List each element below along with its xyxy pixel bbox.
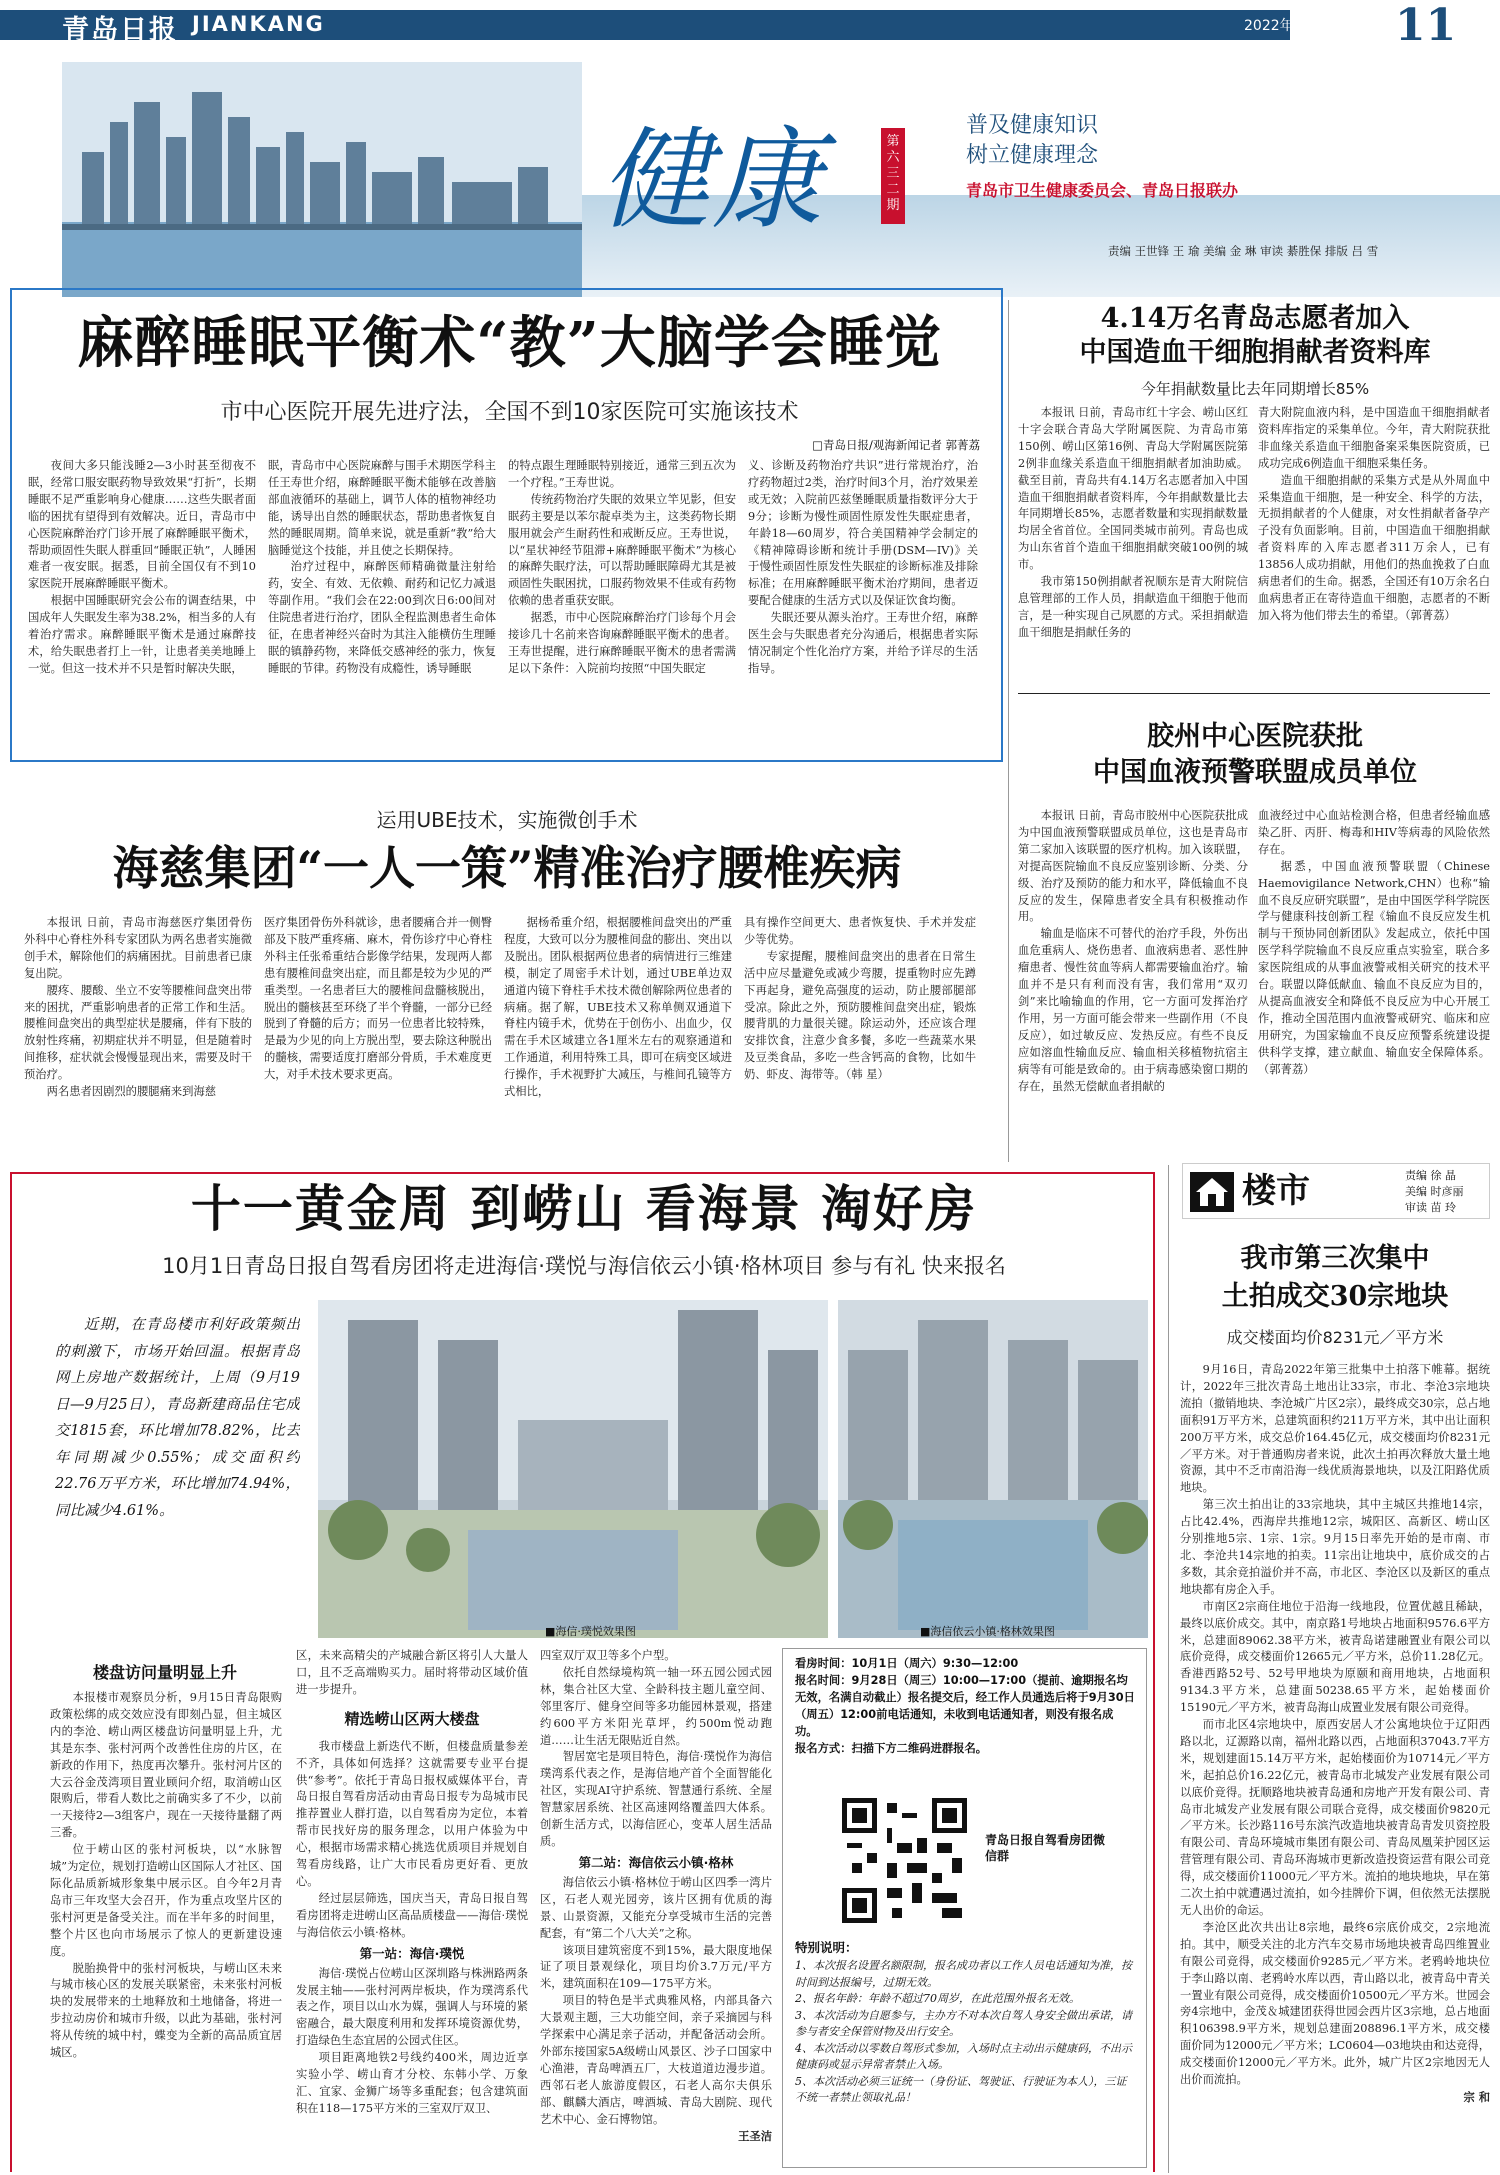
paragraph: 李沧区此次共出让8宗地，最终6宗底价成交，2宗地流拍。其中，顺受关注的北方汽车交易市场地块被青岛四维置业有限公司竞得，成交楼面价9285元／平方米。老鸦岭地块位于李山路以南、老鸦岭水库以西，青山路以北，被青岛中青关一置业有限公司竞得，成交楼面价10500元／平方米。世园会旁4宗地中，金茂＆城建团获得世园会西片区3宗地，总占地面积106398.9平方米，规划总建面208896.1平方米，成交楼面价同为12000元／平方米；LC0604—03地块由和达竞得，成交楼面价12000元／平方米。此外，城广片区2宗地因无人出价而流拍。 — [1180, 1920, 1490, 2087]
paragraph: 失眠还要从源头治疗。王寿世介绍，麻醉医生会与失眠患者充分沟通后，根据患者实际情况制定个性化治疗方案，并给予详尽的生活指导。 — [748, 611, 978, 675]
paragraph: 据悉，市中心医院麻醉治疗门诊每个月会接诊几十名前来咨询麻醉睡眠平衡术的患者。王寿世提醒，进行麻醉睡眠平衡术的患者需满足以下条件：入院前均按照“中国失眠定 — [508, 611, 736, 675]
signup-details: 看房时间：10月1日（周六）9:30—12:00 报名时间：9月28日（周三）10:00—17:00（提前、逾期报名均无效，名满自动截止）报名提交后，经工作人员通选后将于9月30日（周五）12:00前电话通知，未收到电话通知者，则没有报名成功。 报名方式：扫描下方二维码进群报名。 — [795, 1657, 1135, 1755]
stop-two-label: 第二站：海信依云小镇·格林 — [578, 1854, 734, 1870]
paragraph: 位于崂山区的张村河板块，以“水脉智城”为定位，规划打造崂山区国际人才社区、国际化品质新城形象集中展示区。自今年2月青岛市三年攻坚大会召开，作为重点攻坚片区的张村河更是备受关注。而在半年多的时间里，整个片区也向市场展示了惊人的更新建设速度。 — [50, 1843, 282, 1958]
paragraph: 两名患者因剧烈的腰腿痛来到海慈 — [46, 1085, 217, 1099]
page-number: 11 — [1395, 0, 1457, 51]
qr-code-icon[interactable] — [842, 1798, 967, 1923]
paragraph: 输血是临床不可替代的治疗手段，外伤出血危重病人、烧伤患者、血液病患者、恶性肿瘤患者、慢性贫血等病人都需要输血治疗。输血并不是只有利而没有害，我们常用“双刃剑”来比喻输血的作用，它一方面可发挥治疗作用，另一方面可能会带来一些副作用（不良反应），如过敏反应、发热反应。有些不良反应如溶血性输血反应、输血相关移植物抗宿主病等有可能是致命的。由于病毒感染窗口期的存在，虽然无偿献血者捐献的 — [1018, 927, 1248, 1093]
paragraph: 夜间大多只能浅睡2—3小时甚至彻夜不眠，经常口服安眠药物导致效果“打折”，长期睡眠不足严重影响身心健康……这些失眠者面临的困扰有望得到有效解决。近日，青岛市中心医院麻醉治疗门诊开展了麻醉睡眠平衡术，帮助顽固性失眠人群重回“睡眠正轨”，人睡困难者一夜安眠。据悉，目前全国仅有不到10家医院开展麻醉睡眠平衡术。 — [28, 459, 256, 591]
photo-haixin-yiyun — [838, 1300, 1148, 1638]
subhead-volunteers: 今年捐献数量比去年同期增长85% — [1140, 380, 1370, 398]
house-icon — [1190, 1172, 1234, 1212]
headline-land-2: 土拍成交30宗地块 — [1221, 1281, 1449, 1312]
headline-haici: 海慈集团“一人一策”精准治疗腰椎疾病 — [112, 841, 902, 895]
column-volunteers-2 — [1258, 405, 1490, 685]
kicker-haici: 运用UBE技术，实施微创手术 — [376, 808, 638, 832]
paragraph: 我市楼盘上新迭代不断，但楼盘质量参差不齐，具体如何选择？这就需要专业平台提供“参考”。依托于青岛日报权威媒体平台，青岛日报自驾看房活动由青岛日报专为岛城市民推荐置业人群打造，以自驾看房为定位，本着帮市民找好房的服务理念，以用户体验为中心，根据市场需求精心挑选优质项目并规划自驾看房线路，让广大市民看房更好看、更放心。 — [296, 1739, 528, 1888]
subhead-housing: 10月1日青岛日报自驾看房团将走进海信·璞悦与海信依云小镇·格林项目 参与有礼 快来报名 — [162, 1254, 1006, 1278]
paragraph: 项目的特色是半式典雅风格，内部具备六大景观主题，三大功能空间，亲子采摘园与科学探索中心满足亲子活动，并配备活动会所。外部东接国家5A级崂山风景区、沙子口国家中心渔港，青岛啤酒五厂，大枝道道边漫步道。西邻石老人旅游度假区，石老人高尔夫俱乐部、麒麟大酒店，啤酒城、青岛大剧院、现代艺术中心、金石博物馆。 — [540, 1994, 772, 2126]
page-editors: 责编 王世锋 王 瑜 美编 金 琳 审读 綦胜保 排版 吕 雪 — [1108, 244, 1379, 258]
section-name: JIANKANG — [192, 12, 325, 36]
paragraph: 医疗集团骨伤外科就诊，患者腰痛合并一侧臀部及下肢严重疼痛、麻木，骨伤诊疗中心脊柱外科主任张希重结合影像学结果，发现两人都患有腰椎间盘突出症，而且都是较为少见的严重类型。一名患者巨大的腰椎间盘髓核脱出，脱出的髓核甚至环绕了半个脊髓，一部分已经脱到了脊髓的后方；而另一位患者比较特殊，是最为少见的向上方脱出型，要去除这种脱出的髓核，需要适度打磨部分骨质，手术难度更大，对手术技术要求更高。 — [264, 916, 492, 1082]
subheading-two-projects: 精选崂山区两大楼盘 — [344, 1709, 480, 1728]
paragraph: 依托自然绿境构筑一轴一环五园公园式园林，集合社区大堂、全龄科技主题儿童空间、邻里客厅、健身空间等多功能园林景观，搭建约600平方米阳光草坪，约500m悦动跑道……让生活无限贴近自然。 — [540, 1665, 772, 1747]
sponsor-line: 青岛市卫生健康委员会、青岛日报联办 — [966, 181, 1239, 200]
paragraph: 义、诊断及药物治疗共识”进行常规治疗，治疗药物超过2类，治疗时间3个月，治疗效果差或无效；入院前匹兹堡睡眠质量指数评分大于9分；诊断为慢性顽固性原发性失眠症患者，年龄18—60周岁，符合美国精神学会制定的《精神障碍诊断和统计手册(DSM—IV)》关于慢性顽固性原发性失眠症的诊断标准及排除标准；在用麻醉睡眠平衡术治疗期间，患者迈要配合健康的生活方式以及保证饮食均衡。 — [748, 459, 978, 608]
column-anesthesia-4 — [748, 458, 978, 756]
reporter-housing: 王圣洁 — [738, 2129, 772, 2144]
subhead-land: 成交楼面均价8231元／平方米 — [1226, 1328, 1444, 1347]
issue-date: 2022年9月27日 星期二 — [1244, 18, 1395, 34]
column-housing-1 — [50, 1690, 282, 2168]
paragraph: 本报讯 日前，青岛市胶州中心医院获批成为中国血液预警联盟成员单位，这也是青岛市第二家加入该联盟的医疗机构。加入该联盟，对提高医院输血不良反应鉴别诊断、分类、分级、治疗及预防的能力和水平，降低输血不良反应的发生，保障患者安全具有积极推动作用。 — [1018, 809, 1248, 924]
column-anesthesia-1 — [28, 458, 256, 756]
newspaper-logo: 青岛日报 — [62, 15, 178, 46]
paragraph: 造血干细胞捐献的采集方式是从外周血中采集造血干细胞，是一种安全、科学的方法，无损捐献者的个人健康，对女性捐献者备孕产子没有负面影响。目前，中国造血干细胞捐献者资料库的入库志愿者311万余人，已有13856人成功捐献，用他们的热血挽救了白血病患者们的生命。据悉，全国还有10万余名白血病患者正在寄待造血干细胞，志愿者的不断加入将为他们带去生的希望。（郭菁荔） — [1258, 473, 1490, 622]
motto-line-1: 普及健康知识 — [966, 113, 1099, 138]
paragraph: 该项目建筑密度不到15%，最大限度地保证了项目景观绿化，项目均价3.7万元/平方米，建筑面积在109—175平方米。 — [540, 1943, 772, 1991]
qr-label: 青岛日报自驾看房团微信群 — [985, 1833, 1106, 1863]
paragraph: 经过层层筛选，国庆当天，青岛日报自驾看房团将走进崂山区高品质楼盘——海信·璞悦与海信依云小镇·格林。 — [296, 1891, 528, 1939]
lead-paragraph: 近期，在青岛楼市利好政策频出的刺激下，市场开始回温。根据青岛网上房地产数据统计，上周（9月19日—9月25日），青岛新建商品住宅成交1815套，环比增加78.82%，比去年同期减少0.55%；成交面积约22.76万平方米，环比增加74.94%，同比减少4.61%。 — [55, 1317, 300, 1519]
paragraph: 青大附院血液内科，是中国造血干细胞捐献者资料库指定的采集单位。今年，青大附院获批非血缘关系造血干细胞备案采集医院资质，已成功完成6例造血干细胞采集任务。 — [1258, 406, 1490, 470]
headline-jiaozhou-2: 中国血液预警联盟成员单位 — [1093, 757, 1417, 788]
paragraph: 血液经过中心血站检测合格，但患者经输血感染乙肝、丙肝、梅毒和HIV等病毒的风险依然存在。 — [1258, 809, 1490, 856]
paragraph: 我市第150例捐献者祝顺东是青大附院信息管理部的工作人员，捐献造血干细胞于他而言，是一种实现自己夙愿的方式。采担捐献造血干细胞是捐献任务的 — [1018, 575, 1248, 639]
paragraph: 据悉，中国血液预警联盟（Chinese Haemovigilance Network,CHN）也称“输血不良反应研究联盟”，是由中国医学科学院医学与健康科技创新工程《输血不良反应发生机制与干预协同创新团队》发起成立，依托中国医学科学院输血不良反应重点实验室，联合多家医院组成的从事血液警戒相关研究的技术平台。联盟以降低献血、输血不良反应为目的，从提高血液安全和降低不良反应为中心开展工作，推动全国范围内血液警戒研究、临床和应用研究，为国家输血不良反应预警系统建设提供科学支撑，建立献血、输血安全保障体系。（郭菁荔） — [1258, 859, 1490, 1076]
paragraph: 据杨希重介绍，根据腰椎间盘突出的严重程度，大致可以分为腰椎间盘的膨出、突出以及脱出。团队根据两位患者的病情进行三维建模，制定了周密手术计划，通过UBE单边双通道内镜下脊柱手术技术微创解除两位患者的病痛。据了解，UBE技术又称单侧双通道下脊柱内镜手术，优势在于创伤小、出血少，仅需在手术区域建立各1厘米左右的观察通道和工作通道，利用特殊工具，即可在病变区域进行操作，手术视野扩大减压，与椎间孔镜等方式相比， — [504, 916, 732, 1099]
paragraph: 项目距离地铁2号线约400米，周边近享实验小学、崂山育才分校、东韩小学、万象汇、宜家、金狮广场等多重配套；包含建筑面积在118—175平方米的三室双厅双卫、 — [296, 2051, 528, 2115]
paragraph: 海信依云小镇·格林位于崂山区四季一湾片区，石老人观光园旁，该片区拥有优质的海景、山景资源，又能充分享受城市生活的完善配套，有“第二个八大关”之称。 — [540, 1875, 772, 1940]
headline-anesthesia: 麻醉睡眠平衡术“教”大脑学会睡觉 — [77, 310, 942, 376]
column-haici-3 — [504, 915, 732, 1165]
masthead-title: 健康 — [600, 116, 824, 244]
reporter-land: 宗 和 — [1463, 2089, 1490, 2104]
notes-title: 特别说明： — [795, 1940, 858, 1955]
paragraph: 9月16日，青岛2022年第三批集中土拍落下帷幕。据统计，2022年三批次青岛土地出让33宗，市北、李沧3宗地块流拍（撤销地块、李沧城广片区2宗），最终成交30宗，总占地面积91万平方米，总建筑面积约211万平方米，其中出让面积200万平方米，成交总价164.45亿元，成交楼面均价8231元／平方米。对于普通购房者来说，此次土拍再次释放大量土地资源，其中不乏市南沿海一线优质海景地块，以及江阳路优质地块。 — [1180, 1363, 1490, 1495]
paragraph: 传统药物治疗失眠的效果立竿见影，但安眠药主要是以苯尔靛卓类为主，这类药物长期服用就会产生耐药性和戒断反应。王寿世说，以“星状神经节阻滞+麻醉睡眠平衡术”为核心的麻醉失眠疗法，可以帮助睡眠障碍尤其是被顽固性失眠困扰，口服药物效果不佳或有药物依赖的患者重获安眠。 — [508, 492, 736, 608]
photo-haixin-puyue — [318, 1300, 828, 1638]
paragraph: 区，未来高精尖的产城融合新区将引人大量人口，且不乏高端购买力。届时将带动区域价值进一步提升。 — [296, 1649, 528, 1696]
headline-housing: 十一黄金周 到崂山 看海景 淘好房 — [190, 1179, 978, 1238]
caption-puyue: ■海信·璞悦效果图 — [545, 1625, 636, 1638]
paragraph: 而市北区4宗地块中，原西安居人才公寓地块位于辽阳西路以北，辽源路以南，福州北路以西，占地面积37043.7平方米，规划建面15.14万平方米，起始楼面价为10714元／平方米，起拍总价16.22亿元，被青岛市北城发产业发展有限公司以底价竞得。抚顺路地块被青岛通和房地产开发有限公司、青岛市北城发产业发展有限公司联合竞得，成交楼面价9820元／平方米。长沙路116号东滨汽改造地块被青岛青发贝资控股有限公司、青岛环境城市集团有限公司、青岛凤凰茉护园区运营管理有限公司、青岛环海城市更新改造投资运营有限公司竞得，成交楼面价11000元／平方米。流拍的地块地块，早在第二次土拍中就遭遇过流拍，如今挂牌价下调，但依然无法摆脱无人出价的命运。 — [1180, 1718, 1490, 1917]
subheading-visits: 楼盘访问量明显上升 — [92, 1663, 237, 1682]
paragraph: 本报楼市观察员分析，9月15日青岛限购政策松绑的成交效应没有即刻凸显，但主城区内的李沧、崂山两区楼盘访问量明显上升，尤其是东李、张村河两个改善性住房的片区，在新政的作用下，热度再次攀升。张村河片区的大云谷金茂湾项目置业顾问介绍，取消崂山区限购后，带看人数比之前确实多了不少，以前一天接待2—3组客户，现在一天接待量翻了两三番。 — [50, 1691, 282, 1840]
byline-anesthesia: □青岛日报/观海新闻记者 郭菁荔 — [812, 438, 980, 452]
column-land — [1180, 1362, 1490, 2170]
column-anesthesia-3 — [508, 458, 736, 756]
paragraph: 四室双厅双卫等多个户型。 — [540, 1649, 676, 1662]
column-volunteers-1 — [1018, 405, 1248, 685]
column-housing-3 — [540, 1648, 772, 2168]
divider — [1018, 693, 1490, 694]
paragraph: 腰疼、腰酸、坐立不安等腰椎间盘突出带来的困扰，严重影响患者的正常工作和生活。腰椎间盘突出的典型症状是腰痛，伴有下肢的放射性疼痛，初期症状并不明显，但是随着时间推移，症状就会慢慢显现出来，需要及时干预治疗。 — [24, 983, 252, 1082]
section-tag-editors: 责编 徐 晶 美编 时彦丽 审读 苗 玲 — [1405, 1169, 1464, 1214]
paragraph: 具有操作空间更大、患者恢复快、手术并发症少等优势。 — [744, 916, 976, 946]
paragraph: 本报讯 日前，青岛市海慈医疗集团骨伤外科中心脊柱外科专家团队为两名患者实施微创手术，解除他们的病痛困扰。目前患者已康复出院。 — [24, 916, 252, 980]
paragraph: 海信·璞悦占位崂山区深圳路与株洲路两条发展主轴——张村河两岸板块，作为璞湾系代表之作，项目以山水为媒，强调人与环境的紧密融合，最大限度利用和发挥环境资源优势，打造绿色生态宜居的公园式住区。 — [296, 1966, 528, 2048]
headline-jiaozhou: 胶州中心医院获批 — [1147, 721, 1363, 752]
paragraph: 的特点跟生理睡眠特别接近，通常三到五次为一个疗程。”王寿世说。 — [508, 459, 736, 489]
column-jiaozhou-1 — [1018, 808, 1248, 1156]
notes-list: 1、本次报名设置名额限制，报名成功者以工作人员电话通知为准，按时间到达报编号，过期无效。 2、报名年龄：年龄不超过70周岁，在此范围外报名无效。 3、本次活动为自愿参与，主办方不对本次自驾人身安全做出承诺，请参与者安全保管财物及出行安全。 4、本次活动以零数自驾形式参加，入场时点主动出示健康码，不出示健康码或显示异常者禁止入场。 5、本次活动必须三证统一（身份证、驾驶证、行驶证为本人），三证不统一者禁止领取礼品！ — [795, 1959, 1132, 2104]
caption-yiyun: ■海信依云小镇·格林效果图 — [920, 1625, 1055, 1638]
motto-line-2: 树立健康理念 — [966, 143, 1099, 168]
headline-land: 我市第三次集中 — [1240, 1243, 1430, 1274]
paragraph: 眠，青岛市中心医院麻醉与围手术期医学科主任王寿世介绍，麻醉睡眠平衡术能够在改善脑部血液循环的基础上，调节人体的植物神经功能，诱导出自然的睡眠状态，帮助患者恢复自然的睡眠周期。简单来说，就是重新“教”给大脑睡觉这个技能，并且使之长期保持。 — [268, 459, 496, 557]
headline-volunteers: 4.14万名青岛志愿者加入 — [1100, 303, 1410, 334]
column-haici-2 — [264, 915, 492, 1165]
city-skyline-image — [62, 62, 582, 297]
paragraph: 本报讯 日前，青岛市红十字会、崂山区红十字会联合青岛大学附属医院、为青岛市第150例、崂山区第16例、青岛大学附属医院第2例非血缘关系造血干细胞捐献者加油助威。截至目前，青岛共有4.14万名志愿者加入中国造血干细胞捐献者资料库，今年捐献数量比去年同期增长85%，志愿者数量和实现捐献数量均居全省首位。全国同类城市前列。青岛也成为山东省首个造血干细胞捐献突破100例的城市。 — [1018, 406, 1248, 572]
vertical-divider — [1168, 1165, 1169, 2173]
paragraph: 第三次土拍出让的33宗地块，其中主城区共推地14宗，占比42.4%，西海岸共推地12宗，城阳区、高新区、崂山区分别推地5宗、1宗、1宗。9月15日率先开始的是市南、市北、李沧共14宗地的拍卖。11宗出让地块中，底价成交的占多数，其余竞拍溢价并不高，市北区、李沧区以及新区的重点地块都有房企入手。 — [1180, 1498, 1490, 1596]
column-haici-4 — [744, 915, 976, 1165]
stop-one-label: 第一站：海信·璞悦 — [359, 1945, 465, 1961]
column-haici-1 — [24, 915, 252, 1165]
section-tag-label: 楼市 — [1242, 1171, 1310, 1211]
paragraph: 脱胎换骨中的张村河板块，与崂山区未来与城市核心区的发展关联紧密，未来张村河板块的发展带来的土地释放和土地储备，将进一步拉动房价和城市升级，以此为基础，张村河将从传统的城中村，蝶变为全新的高品质宜居城区。 — [50, 1961, 282, 2060]
column-anesthesia-2 — [268, 458, 496, 756]
paragraph: 治疗过程中，麻醉医师精确微量注射给药，安全、有效、无依赖、耐药和记忆力减退等副作用。“我们会在22:00到次日6:00间对住院患者进行治疗，团队全程监测患者生命体征，在患者神经兴奋时为其注入能横仿生理睡眠的镇静药物，来降低交感神经的张力，恢复睡眠的节律。药物没有成瘾性，诱导睡眠 — [268, 560, 496, 675]
headline-volunteers-2: 中国造血干细胞捐献者资料库 — [1079, 337, 1431, 368]
paragraph: 根据中国睡眠研究会公布的调查结果，中国成年人失眠发生率为38.2%，相当多的人有着治疗需求。麻醉睡眠平衡术是通过麻醉技术，给失眠患者打上一针，让患者美美地睡上一觉。但这一技术并不只是暂时解决失眠， — [28, 594, 256, 675]
issue-badge: 第六三二期 — [881, 128, 905, 224]
paragraph: 专家提醒，腰椎间盘突出的患者在日常生活中应尽量避免或减少弯腰，提重物时应先蹲下再起身，避免高强度的运动，防止腰部腿部受凉。除此之外，预防腰椎间盘突出症，锻炼腰背肌的力量很关键。除运动外，还应该合理安排饮食，注意少食多餐，多吃一些蔬菜水果及豆类食品，多吃一些含钙高的食物，比如牛奶、虾皮、海带等。（韩 星） — [744, 949, 976, 1082]
paragraph: 市南区2宗商住地位于沿海一线地段，位置优越且稀缺，最终以底价成交。其中，南京路1号地块占地面积9576.6平方米，总建面89062.38平方米，被青岛诺建融置业有限公司以底价竞得，成交楼面价12665元／平方米，总价11.28亿元。香港西路52号、52号甲地块为原颐和商用地块，占地面积9134.3平方米，总建面50238.65平方米，起始楼面价15190元／平方米，被青岛海山成置业发展有限公司竞得。 — [1180, 1599, 1490, 1715]
subhead-anesthesia: 市中心医院开展先进疗法，全国不到10家医院可实施该技术 — [220, 400, 799, 425]
column-jiaozhou-2 — [1258, 808, 1490, 1156]
vertical-divider — [1008, 300, 1009, 1162]
column-housing-2 — [296, 1648, 528, 2168]
paragraph: 智居宽宅是项目特色，海信·璞悦作为海信璞湾系代表之作，是海信地产首个全面智能化社区，实现AI守护系统、智慧通行系统、全屋智慧家居系统、社区高速网络覆盖四大体系。创新生活方式，以海信匠心，变革人居生活品质。 — [540, 1750, 772, 1848]
